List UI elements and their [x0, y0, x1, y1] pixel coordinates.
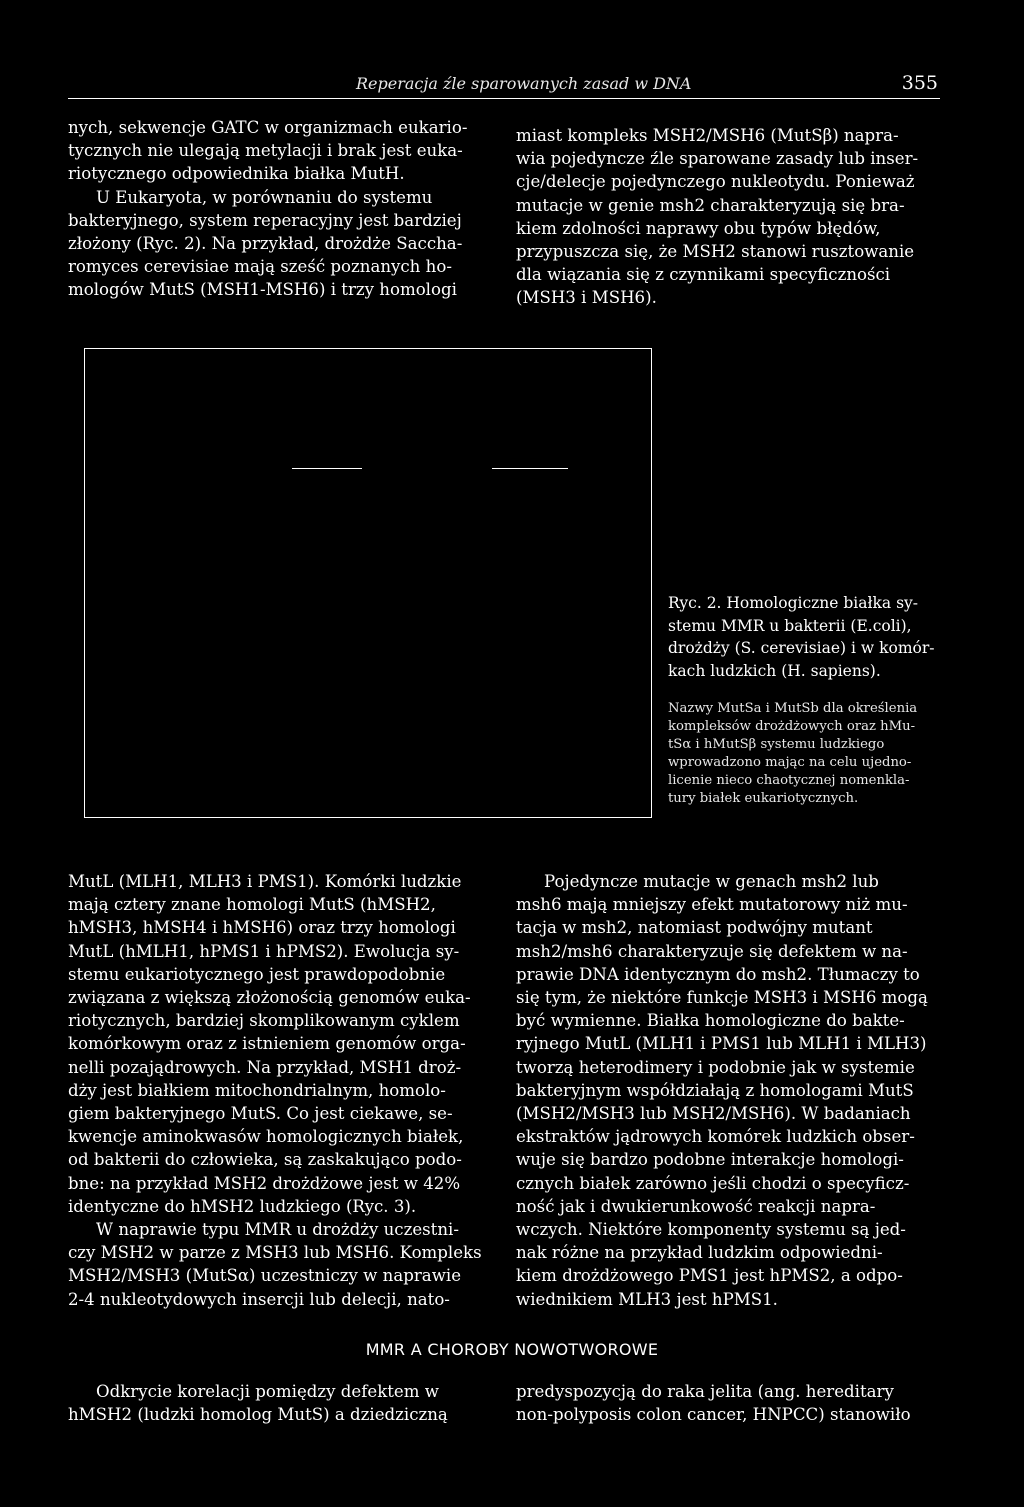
- paragraph: U Eukaryota, w porównaniu do systemu bakteryjnego, system reperacyjny jest bardziej złożony (Ryc. 2). Na przykład, drożdże Saccha- romyces cerevisiae mają sześć poznanych ho- mologów MutS (MSH1-MSH6) i trzy homologi: [68, 187, 463, 300]
- running-title: Reperacja źle sparowanych zasad w DNA: [356, 74, 692, 93]
- paragraph: W naprawie typu MMR u drożdży uczestni- czy MSH2 w parze z MSH3 lub MSH6. Kompleks MSH2/MSH3 (MutSα) uczestniczy w naprawie 2-4 nukleotydowych insercji lub delecji, nato-: [68, 1220, 482, 1309]
- caption-text: Ryc. 2. Homologiczne białka sy- stemu MMR u bakterii (E.coli), drożdży (S. cerevisiae) i w komór- kach ludzkich (H. sapiens).: [668, 594, 935, 680]
- paragraph: MutL (MLH1, MLH3 i PMS1). Komórki ludzkie mają cztery znane homologi MutS (hMSH2, hMSH3, hMSH4 i hMSH6) oraz trzy homologi MutL (hMLH1, hPMS1 i hPMS2). Ewolucja sy- stemu eukariotycznego jest prawdopodobnie związana z większą złożonością genomów euka- riotycznych, bardziej skomplikowanym cyklem komórkowym oraz z istnieniem genomów orga- nelli pozajądrowych. Na przykład, MSH1 droż- dży jest białkiem mitochondrialnym, homolo- giem bakteryjnego MutS. Co jest ciekawe, se- kwencje aminokwasów homologicznych białek, od bakterii do człowieka, są zaskakująco podo- bne: na przykład MSH2 drożdżowe jest w 42% identyczne do hMSH2 ludzkiego (Ryc. 3).: [68, 872, 471, 1216]
- paragraph: nych, sekwencje GATC w organizmach eukario- tycznych nie ulegają metylacji i brak jest euka- riotycznego odpowiednika białka MutH.: [68, 118, 468, 184]
- bottom-left-column: [68, 870, 496, 1311]
- note-text: Nazwy MutSa i MutSb dla określenia kompleksów drożdżowych oraz hMu- tSα i hMutSβ systemu ludzkiego wprowadzono mając na celu ujedno- licenie nieco chaotycznej nomenkla- tury białek eukariotycznych.: [668, 701, 918, 806]
- section-heading: MMR A CHOROBY NOWOTWOROWE: [365, 1340, 659, 1359]
- figure-dash: [492, 468, 568, 469]
- final-right-column: [516, 1380, 942, 1426]
- figure-caption: [668, 592, 950, 682]
- final-left-column: [68, 1380, 496, 1426]
- top-right-column: [516, 124, 942, 310]
- running-header: [68, 72, 940, 99]
- bottom-right-column: [516, 870, 942, 1311]
- paragraph: miast kompleks MSH2/MSH6 (MutSβ) napra- wia pojedyncze źle sparowane zasady lub inser- cje/delecje pojedynczego nukleotydu. Ponieważ mutacje w genie msh2 charakteryzują się bra- kiem zdolności naprawy obu typów błędów, przypuszcza się, że MSH2 stanowi rusztowanie dla wiązania się z czynnikami specyficzności (MSH3 i MSH6).: [516, 126, 919, 308]
- figure-dash: [292, 468, 362, 469]
- paragraph: Odkrycie korelacji pomiędzy defektem w hMSH2 (ludzki homolog MutS) a dziedziczną: [68, 1382, 448, 1425]
- top-left-column: [68, 116, 496, 302]
- page-number: 355: [901, 72, 938, 94]
- paragraph: predyspozycją do raka jelita (ang. hereditary non-polyposis colon cancer, HNPCC) stanowiło: [516, 1382, 911, 1425]
- paragraph: Pojedyncze mutacje w genach msh2 lub msh6 mają mniejszy efekt mutatorowy niż mu- tacja w msh2, natomiast podwójny mutant msh2/msh6 charakteryzuje się defektem w na- prawie DNA identycznym do msh2. Tłumaczy to się tym, że niektóre funkcje MSH3 i MSH6 mogą być wymienne. Białka homologiczne do bakte- ryjnego MutL (MLH1 i PMS1 lub MLH1 i MLH3) tworzą heterodimery i podobnie jak w systemie bakteryjnym współdziałają z homologami MutS (MSH2/MSH3 lub MSH2/MSH6). W badaniach ekstraktów jądrowych komórek ludzkich obser- wuje się bardzo podobne interakcje homologi- cznych białek zarówno jeśli chodzi o specyficz- ność jak i dwukierunkowość reakcji napra- wczych. Niektóre komponenty systemu są jed- nak różne na przykład ludzkim odpowiedni- kiem drożdżowego PMS1 jest hPMS2, a odpo- wiednikiem MLH3 jest hPMS1.: [516, 872, 928, 1309]
- figure-frame: [84, 348, 652, 818]
- figure-note: [668, 700, 950, 808]
